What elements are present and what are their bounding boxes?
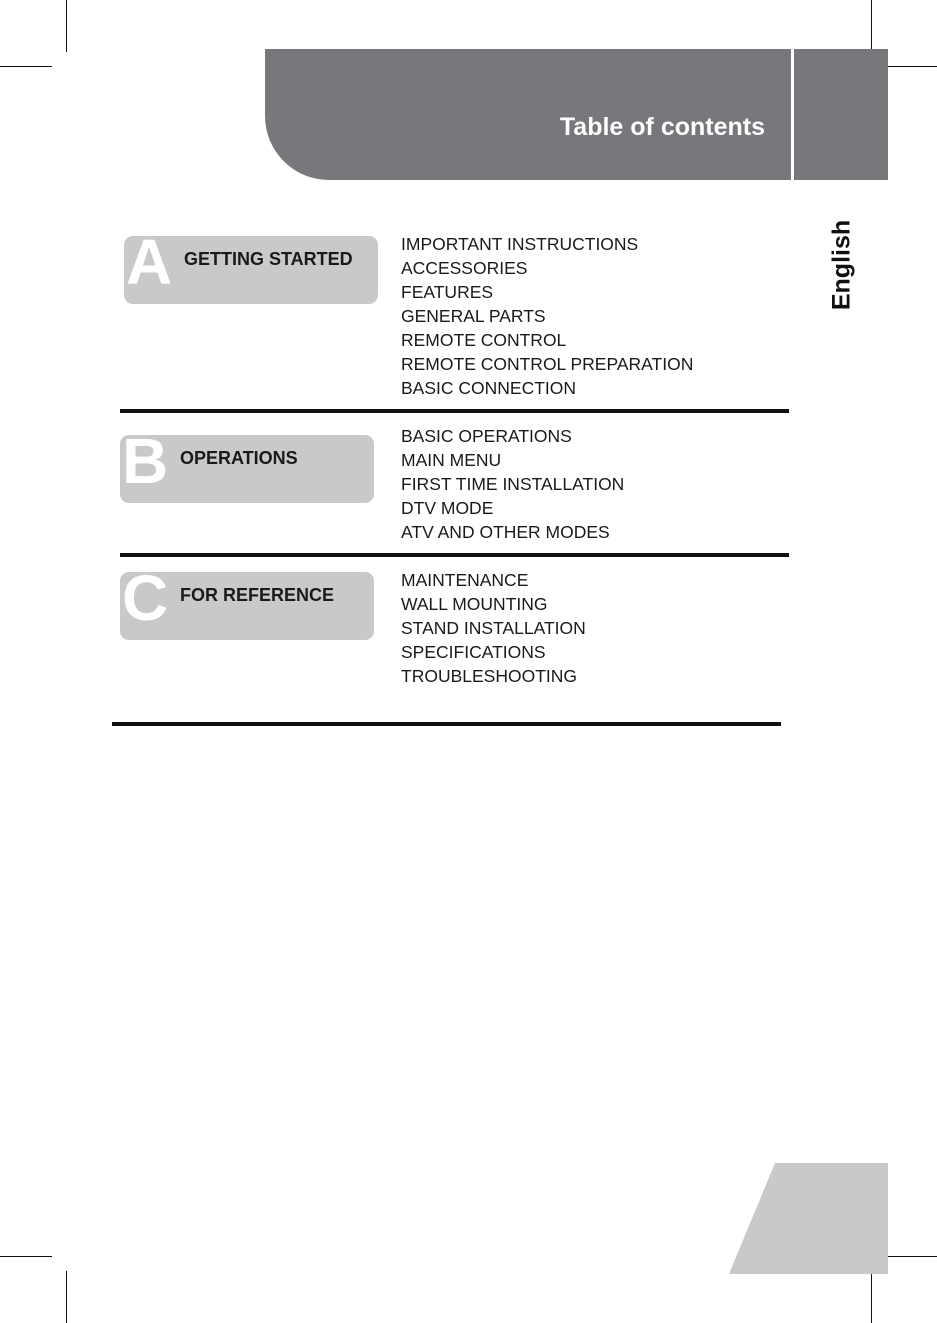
toc-entry[interactable]: DTV MODE <box>401 498 494 518</box>
toc-entry[interactable]: BASIC OPERATIONS <box>401 426 572 446</box>
crop-mark <box>871 1271 872 1323</box>
section-title: FOR REFERENCE <box>180 585 335 605</box>
crop-mark <box>0 1256 52 1257</box>
page-corner-tab <box>729 1163 888 1274</box>
toc-entry[interactable]: WALL MOUNTING <box>401 594 548 614</box>
toc-entry[interactable]: STAND INSTALLATION <box>401 618 586 638</box>
toc-entry[interactable]: MAINTENANCE <box>401 570 529 590</box>
section-letter: A <box>126 236 173 298</box>
toc-entry[interactable]: FEATURES <box>401 282 494 302</box>
language-tab-label: English <box>827 219 856 311</box>
section-a-entries <box>401 232 693 400</box>
toc-entry[interactable]: GENERAL PARTS <box>401 306 546 326</box>
section-letter: C <box>122 572 169 634</box>
toc-entry[interactable]: MAIN MENU <box>401 450 502 470</box>
bottom-rule <box>112 722 781 726</box>
toc-entry[interactable]: REMOTE CONTROL PREPARATION <box>401 354 694 374</box>
section-a-box <box>124 236 378 304</box>
section-title: OPERATIONS <box>180 448 298 468</box>
toc-entry[interactable]: BASIC CONNECTION <box>401 378 577 398</box>
header-side-tab <box>794 49 888 180</box>
section-title: GETTING STARTED <box>184 249 353 269</box>
header-band <box>265 49 791 180</box>
crop-mark <box>871 0 872 52</box>
crop-mark <box>66 1271 67 1323</box>
toc-entry[interactable]: REMOTE CONTROL <box>401 330 567 350</box>
crop-mark <box>0 66 52 67</box>
crop-mark <box>885 1256 937 1257</box>
section-divider <box>120 553 789 557</box>
section-c-box <box>120 572 374 640</box>
section-b-entries <box>401 424 624 544</box>
section-letter: B <box>122 435 169 497</box>
toc-entry[interactable]: IMPORTANT INSTRUCTIONS <box>401 234 639 254</box>
toc-entry[interactable]: SPECIFICATIONS <box>401 642 546 662</box>
section-c-entries <box>401 568 586 688</box>
section-b-box <box>120 435 374 503</box>
page-title: Table of contents <box>559 113 765 141</box>
section-divider <box>120 409 789 413</box>
toc-entry[interactable]: FIRST TIME INSTALLATION <box>401 474 625 494</box>
crop-mark <box>66 0 67 52</box>
crop-mark <box>885 66 937 67</box>
toc-entry[interactable]: ACCESSORIES <box>401 258 528 278</box>
toc-entry[interactable]: TROUBLESHOOTING <box>401 666 577 686</box>
toc-entry[interactable]: ATV AND OTHER MODES <box>401 522 610 542</box>
